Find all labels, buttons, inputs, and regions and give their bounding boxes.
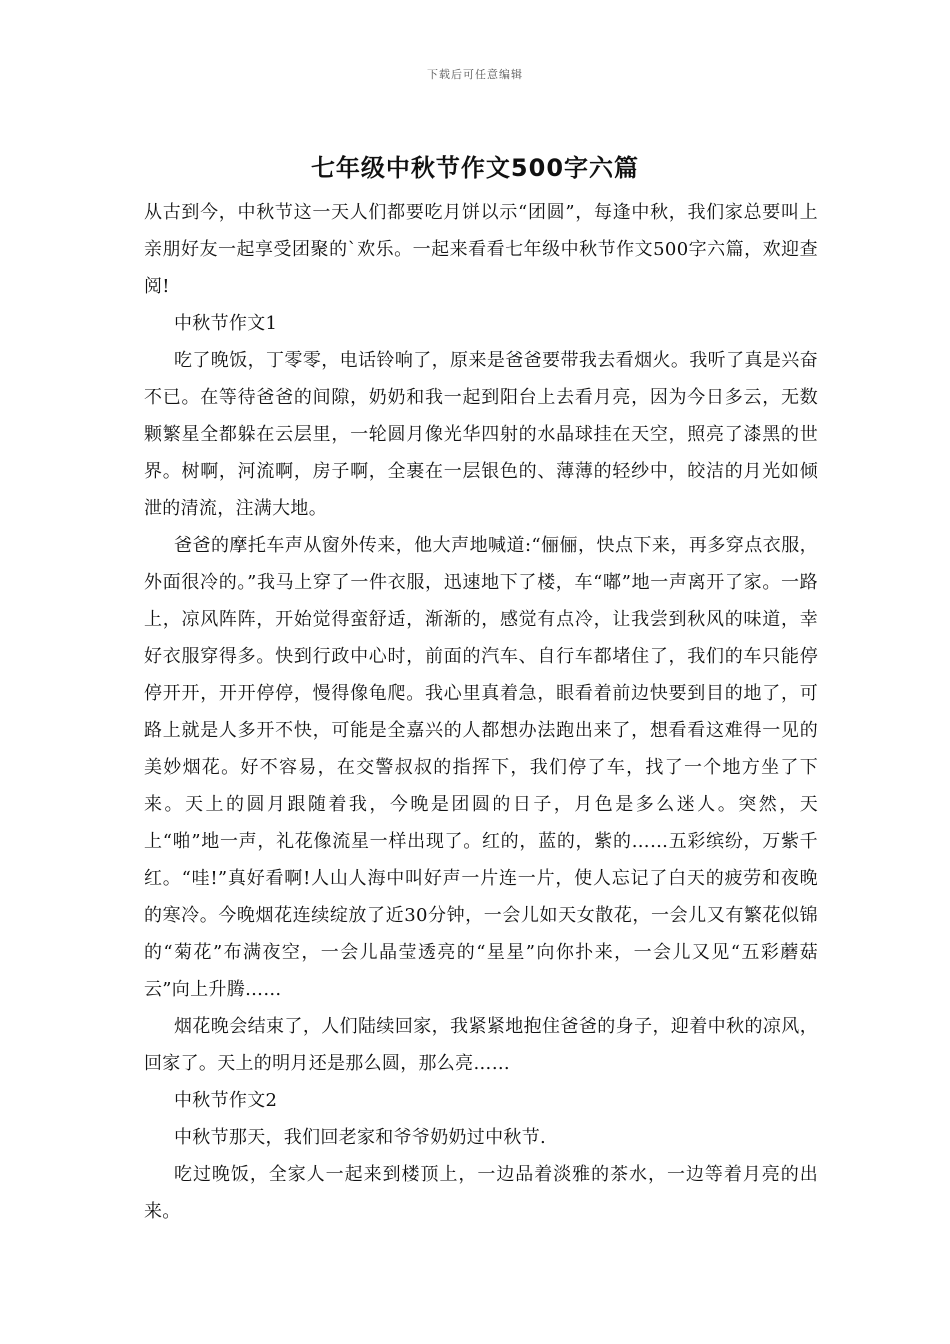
body-paragraph: 烟花晚会结束了，人们陆续回家，我紧紧地抱住爸爸的身子，迎着中秋的凉风，回家了。天上的明月还是那么圆，那么亮…… bbox=[144, 1016, 818, 1074]
body-paragraph: 中秋节那天，我们回老家和爷爷奶奶过中秋节. bbox=[174, 1127, 547, 1148]
body-paragraph: 爸爸的摩托车声从窗外传来，他大声地喊道:“俪俪，快点下来，再多穿点衣服，外面很冷的。”我马上穿了一件衣服，迅速地下了楼，车“嘟”地一声离开了家。一路上，凉风阵阵，开始觉得蛮舒适，渐渐的，感觉有点冷，让我尝到秋风的味道，幸好衣服穿得多。快到行政中心时，前面的汽车、自行车都堵住了，我们的车只能停停开开，开开停停，慢得像龟爬。我心里真着急，眼看着前边快要到目的地了，可路上就是人多开不快，可能是全嘉兴的人都想办法跑出来了，想看看这难得一见的美妙烟花。好不容易，在交警叔叔的指挥下，我们停了车，找了一个地方坐了下来。天上的圆月跟随着我，今晚是团圆的日子，月色是多么迷人。突然，天上“啪”地一声，礼花像流星一样出现了。红的，蓝的，紫的……五彩缤纷，万紫千红。“哇!”真好看啊!人山人海中叫好声一片连一片，使人忘记了白天的疲劳和夜晚的寒冷。今晚烟花连续绽放了近30分钟，一会儿如天女散花，一会儿又有繁花似锦的“菊花”布满夜空，一会儿晶莹透亮的“星星”向你扑来，一会儿又见“五彩蘑菇云”向上升腾…… bbox=[144, 535, 818, 1000]
document-body bbox=[144, 194, 818, 1230]
header-note: 下载后可任意编辑 bbox=[427, 68, 523, 81]
intro-paragraph: 从古到今，中秋节这一天人们都要吃月饼以示“团圆”，每逢中秋，我们家总要叫上亲朋好友一起享受团聚的`欢乐。一起来看看七年级中秋节作文500字六篇，欢迎查阅! bbox=[144, 202, 818, 297]
body-paragraph: 吃了晚饭，丁零零，电话铃响了，原来是爸爸要带我去看烟火。我听了真是兴奋不已。在等待爸爸的间隙，奶奶和我一起到阳台上去看月亮，因为今日多云，无数颗繁星全都躲在云层里，一轮圆月像光华四射的水晶球挂在天空，照亮了漆黑的世界。树啊，河流啊，房子啊，全裹在一层银色的、薄薄的轻纱中，皎洁的月光如倾泄的清流，注满大地。 bbox=[144, 350, 818, 519]
document-title: 七年级中秋节作文500字六篇 bbox=[310, 154, 640, 182]
section-heading: 中秋节作文1 bbox=[174, 313, 278, 334]
section-heading: 中秋节作文2 bbox=[174, 1090, 278, 1111]
body-paragraph: 吃过晚饭，全家人一起来到楼顶上，一边品着淡雅的茶水，一边等着月亮的出来。 bbox=[144, 1164, 818, 1222]
